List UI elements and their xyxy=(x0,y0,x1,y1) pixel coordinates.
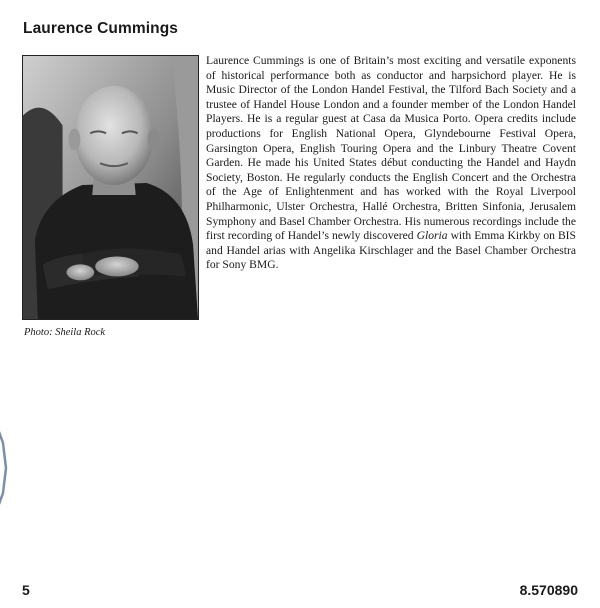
photo-caption: Photo: Sheila Rock xyxy=(24,327,106,338)
biography-part-1: Laurence Cummings is one of Britain’s most exciting and versatile exponents of historical performance both as conductor and harpsichord player. He is Music Director of the London Handel Festival, the Tilford Bach Society and a trustee of Handel House London and a founder member of the London Handel Players. He is a regular guest at Casa da Musica Porto. Opera credits include productions for English National Opera, Glyndebourne Festival Opera, Garsington Opera, English Touring Opera and the Linbury Theatre Covent Garden. He made his United States début conducting the Handel and Haydn Society, Boston. He regularly conducts the English Concert and the Orchestra of the Age of Enlightenment and has worked with the Royal Liverpool Philharmonic, Ulster Orchestra, Hallé Orchestra, Britten Sinfonia, Jerusalem Symphony and Basel Chamber Orchestra. His numerous recordings include the first recording of Handel’s newly discovered xyxy=(206,54,576,243)
catalogue-number: 8.570890 xyxy=(519,582,578,598)
biography-text xyxy=(206,54,576,273)
biography-part-2: with Emma Kirkby on BIS and Handel arias with Angelika Kirschlager and the Basel Chamber Orchestra for Sony BMG. xyxy=(206,229,576,272)
portrait-photo xyxy=(22,55,199,320)
page-number: 5 xyxy=(22,582,30,598)
page-title: Laurence Cummings xyxy=(23,20,179,37)
page-edge-decoration xyxy=(0,418,8,518)
biography-italic-title: Gloria xyxy=(416,229,448,243)
